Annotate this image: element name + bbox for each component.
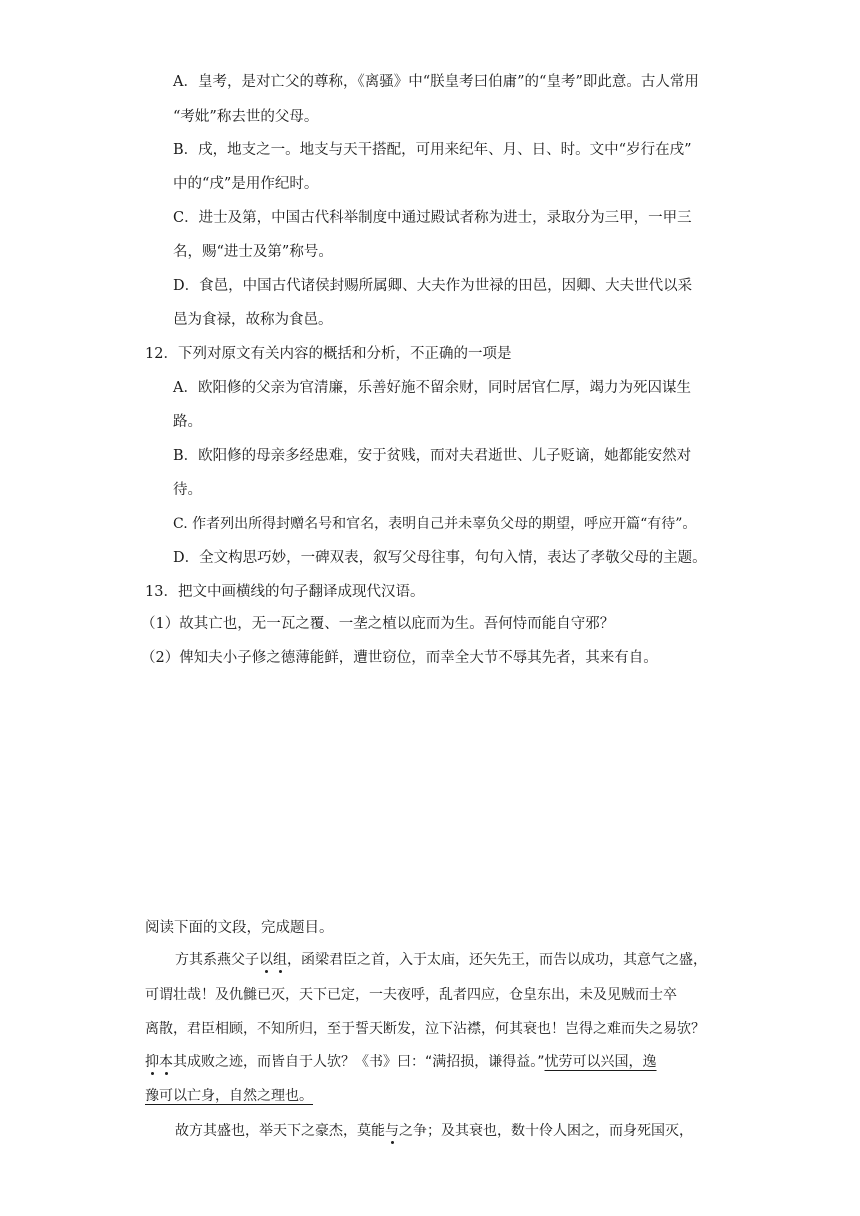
emphasis-dot-char: 以 [259,952,273,968]
q13-sentence-2: （2）俾知夫小子修之德薄能鲜，遭世窃位，而幸全大节不辱其先者，其来有自。 [141,650,658,666]
passage-p1-line4 [145,1052,657,1072]
q12-option-b-line2: 待。 [173,482,202,498]
q12-stem: 12．下列对原文有关内容的概括和分析，不正确的一项是 [145,346,512,362]
q12-option-c: C. 作者列出所得封赠名号和官名，表明自己并未辜负父母的期望，呼应开篇“有待”。 [173,516,697,532]
text-run: ，函梁君臣之首，入于太庙，还矢先王，而告以成功，其意气之盛， [287,952,707,968]
emphasis-dot-char: 抑 [145,1054,159,1070]
passage-p1-line5 [145,1086,313,1106]
passage-p1-line3: 离散，君臣相顾，不知所归，至于誓天断发，泣下沾襟，何其衰也！岂得之难而失之易欤？ [145,1021,705,1037]
underlined-sentence: 豫可以亡身，自然之理也。 [145,1088,313,1104]
q13-sentence-1: （1）故其亡也，无一瓦之覆、一垄之植以庇而为生。吾何恃而能自守邪？ [141,616,615,632]
q11-option-d-line2: 邑为食禄，故称为食邑。 [173,312,333,328]
emphasis-dot-char: 与 [385,1123,399,1139]
q11-option-b-line2: 中的“戌”是用作纪时。 [173,176,319,192]
q12-option-b-line1: B．欧阳修的母亲多经患难，安于贫贱，而对夫君逝世、儿子贬谪，她都能安然对 [173,448,692,464]
q11-option-c-line2: 名，赐“进士及第”称号。 [173,244,333,260]
text-run: 故方其盛也，举天下之豪杰，莫能 [175,1123,385,1139]
text-run: 方其系燕父子 [175,952,259,968]
q12-option-d: D．全文构思巧妙，一碑双表，叙写父母往事，句句入情，表达了孝敬父母的主题。 [173,550,707,566]
passage-instruction: 阅读下面的文段，完成题目。 [145,920,334,936]
q13-stem: 13．把文中画横线的句子翻译成现代汉语。 [145,584,425,600]
emphasis-dot-char: 组 [273,952,287,968]
q11-option-c-line1: C．进士及第，中国古代科举制度中通过殿试者称为进士，录取分为三甲，一甲三 [173,210,692,226]
emphasis-dot-char: 本 [159,1054,173,1070]
passage-p1-line2: 可谓壮哉！及仇雠已灭，天下已定，一夫夜呼，乱者四应，仓皇东出，未及见贼而士卒 [145,987,677,1003]
q11-option-a-line1: A．皇考，是对亡父的尊称，《离骚》中“朕皇考曰伯庸”的“皇考”即此意。古人常用 [173,74,699,90]
q11-option-b-line1: B．戌，地支之一。地支与天干搭配，可用来纪年、月、日、时。文中“岁行在戌” [173,142,692,158]
underlined-sentence: 忧劳可以兴国，逸 [544,1054,657,1070]
q11-option-d-line1: D．食邑，中国古代诸侯封赐所属卿、大夫作为世禄的田邑，因卿、大夫世代以采 [173,278,693,294]
passage-p2-line1 [175,1121,693,1141]
passage-p1-line1 [175,950,707,970]
q12-option-a-line1: A．欧阳修的父亲为官清廉，乐善好施不留余财，同时居官仁厚，竭力为死囚谋生 [173,380,691,396]
text-run: 其成败之迹，而皆自于人欤？《书》曰：“满招损，谦得益。” [173,1054,545,1070]
q11-option-a-line2: “考妣”称去世的父母。 [173,109,319,125]
text-run: 之争；及其衰也，数十伶人困之，而身死国灭， [399,1123,693,1139]
q12-option-a-line2: 路。 [173,414,202,430]
